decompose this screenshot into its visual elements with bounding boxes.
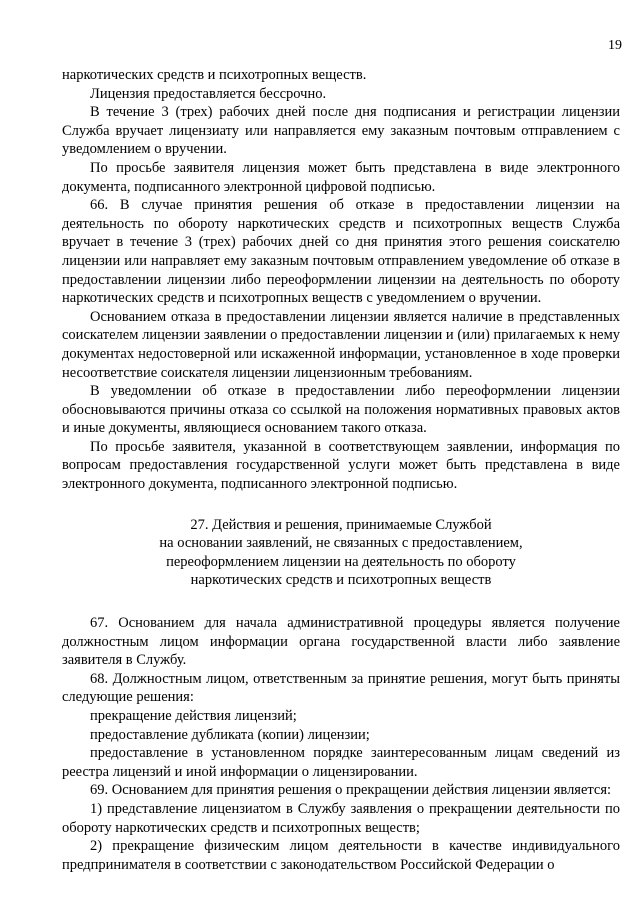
paragraph: По просьбе заявителя лицензия может быть представлена в виде электронного документа, подписанного электронной цифровой подписью. — [62, 159, 620, 195]
document-body — [62, 66, 620, 874]
list-item: предоставление дубликата (копии) лицензии; — [90, 726, 370, 743]
paragraph: Основанием отказа в предоставлении лицензии является наличие в представленных соискателем лицензии заявлении о предоставлении лицензии и (или) прилагаемых к нему документах недостоверной или искаженной информации, установленное в ходе проверки несоответствие соискателя лицензии лицензионным требованиям. — [62, 308, 620, 381]
section-heading-line: на основании заявлений, не связанных с предоставлением, — [159, 535, 523, 552]
paragraph: 69. Основанием для принятия решения о прекращении действия лицензии является: — [90, 782, 612, 799]
section-heading-line: 27. Действия и решения, принимаемые Службой — [190, 516, 492, 533]
paragraph: В уведомлении об отказе в предоставлении либо переоформлении лицензии обосновываются причины отказа со ссылкой на положения нормативных правовых актов и иные документы, являющиеся основанием такого отказа. — [62, 383, 620, 437]
list-item: прекращение действия лицензий; — [90, 708, 297, 724]
paragraph: В течение 3 (трех) рабочих дней после дня подписания и регистрации лицензии Служба вручает лицензиату или направляется ему заказным почтовым отправлением с уведомлением о вручении. — [62, 104, 620, 158]
list-item: 2) прекращение физическим лицом деятельности в качестве индивидуального предпринимателя в соответствии с законодательством Российской Федерации о — [62, 838, 620, 873]
paragraph: По просьбе заявителя, указанной в соответствующем заявлении, информация по вопросам предоставления государственной услуги может быть представлена в виде электронного документа, подписанного электронной подписью. — [62, 438, 620, 493]
paragraph: наркотических средств и психотропных веществ. — [62, 67, 367, 83]
list-item: 1) представление лицензиатом в Службу заявления о прекращении деятельности по обороту наркотических средств и психотропных веществ; — [62, 800, 620, 836]
paragraph: 66. В случае принятия решения об отказе в предоставлении лицензии на деятельность по обороту наркотических средств и психотропных веществ Служба вручает в течение 3 (трех) рабочих дней со дня принятия этого решения соискателю лицензии или направляет ему заказным почтовым отправлением уведомление об отказе в предоставлении лицензии либо переоформлении лицензии на деятельность по обороту наркотических средств и психотропных веществ с уведомлением о вручении. — [62, 197, 620, 307]
section-heading-line: наркотических средств и психотропных веществ — [190, 572, 492, 589]
page-number: 19 — [608, 38, 622, 53]
paragraph: Лицензия предоставляется бессрочно. — [90, 85, 327, 102]
paragraph: 67. Основанием для начала административной процедуры является получение должностным лицом информации органа государственной власти либо заявление заявителя в Службу. — [62, 615, 620, 669]
list-item: предоставление в установленном порядке заинтересованным лицам сведений из реестра лицензий и иной информации о лицензировании. — [62, 745, 620, 780]
paragraph: 68. Должностным лицом, ответственным за принятие решения, могут быть приняты следующие решения: — [62, 670, 620, 706]
section-heading-line: переоформлением лицензии на деятельность по обороту — [166, 553, 516, 570]
section-heading — [62, 516, 620, 590]
